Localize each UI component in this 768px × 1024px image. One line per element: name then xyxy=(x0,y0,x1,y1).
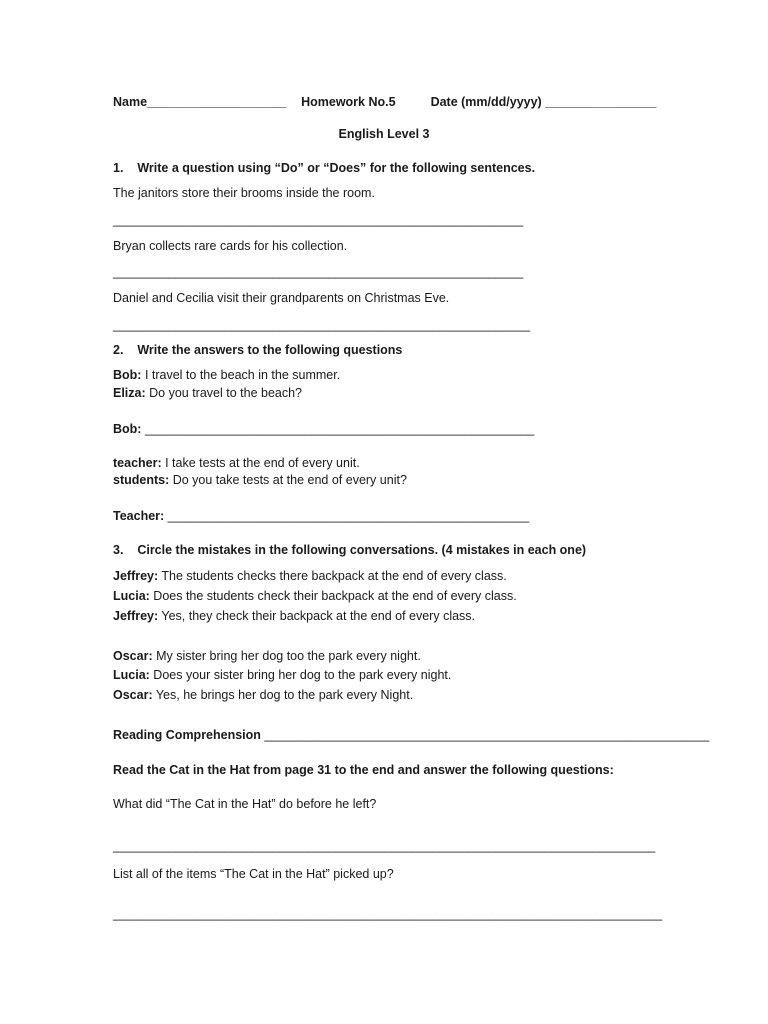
section1-answer-blank-3: ____________________________________________________________ xyxy=(113,318,531,332)
speaker-label: Eliza: xyxy=(113,386,146,400)
answer-line-teacher xyxy=(113,508,529,524)
dialogue-text: I take tests at the end of every unit. xyxy=(161,456,360,470)
page-subtitle: English Level 3 xyxy=(338,127,430,141)
reading-answer-blank-2: _______________________________________________________________________________ xyxy=(113,907,663,921)
name-blank: ____________________ xyxy=(147,95,287,109)
conversation-text: Does your sister bring her dog to the park every night. xyxy=(149,668,452,682)
section2-heading: 2. Write the answers to the following questions xyxy=(113,343,403,357)
header-row xyxy=(113,94,656,110)
section1-heading: 1. Write a question using “Do” or “Does” for the following sentences. xyxy=(113,161,536,175)
date-blank: ________________ xyxy=(545,95,657,109)
speaker-label: Jeffrey: xyxy=(113,569,159,583)
section1-sentence-2: Bryan collects rare cards for his collection. xyxy=(113,239,348,253)
reading-question-2: List all of the items “The Cat in the Hat” picked up? xyxy=(113,867,394,881)
section1-sentence-1: The janitors store their brooms inside the room. xyxy=(113,186,375,200)
section1-answer-blank-1: ___________________________________________________________ xyxy=(113,213,524,227)
reading-answer-blank-1: ______________________________________________________________________________ xyxy=(113,839,656,853)
answer-blank: ____________________________________________________ xyxy=(164,509,530,523)
section1-answer-blank-2: ___________________________________________________________ xyxy=(113,265,524,279)
conversation-line xyxy=(113,687,413,703)
conversation-text: Does the students check their backpack at the end of every class. xyxy=(149,589,517,603)
dialogue-line xyxy=(113,367,340,383)
speaker-label: Oscar: xyxy=(113,688,153,702)
answer-blank: ________________________________________________________ xyxy=(141,422,535,436)
date-label: Date (mm/dd/yyyy) xyxy=(430,95,542,109)
speaker-label: Bob: xyxy=(113,368,142,382)
answer-label: Teacher: xyxy=(113,509,165,523)
conversation-line xyxy=(113,568,507,584)
dialogue-line xyxy=(113,455,360,471)
speaker-label: teacher: xyxy=(113,456,162,470)
answer-line-bob xyxy=(113,421,534,437)
conversation-line xyxy=(113,667,451,683)
conversation-line xyxy=(113,648,421,664)
section1-sentence-3: Daniel and Cecilia visit their grandparents on Christmas Eve. xyxy=(113,291,450,305)
conversation-text: Yes, they check their backpack at the end of every class. xyxy=(158,609,476,623)
dialogue-text: Do you take tests at the end of every unit? xyxy=(169,473,407,487)
speaker-label: Oscar: xyxy=(113,649,153,663)
conversation-text: The students checks there backpack at the end of every class. xyxy=(158,569,507,583)
homework-label: Homework No.5 xyxy=(301,95,396,109)
speaker-label: students: xyxy=(113,473,170,487)
dialogue-text: Do you travel to the beach? xyxy=(145,386,303,400)
speaker-label: Lucia: xyxy=(113,589,150,603)
name-label: Name xyxy=(113,95,148,109)
reading-label: Reading Comprehension xyxy=(113,728,261,742)
conversation-text: Yes, he brings her dog to the park every Night. xyxy=(152,688,414,702)
conversation-line xyxy=(113,588,517,604)
dialogue-line xyxy=(113,385,302,401)
reading-blank: ________________________________________________________________ xyxy=(260,728,710,742)
reading-comprehension-row xyxy=(113,727,709,743)
reading-question-1: What did “The Cat in the Hat” do before he left? xyxy=(113,797,377,811)
section3-heading: 3. Circle the mistakes in the following conversations. (4 mistakes in each one) xyxy=(113,543,587,557)
reading-instruction: Read the Cat in the Hat from page 31 to the end and answer the following questions: xyxy=(113,763,614,777)
conversation-line xyxy=(113,608,475,624)
answer-label: Bob: xyxy=(113,422,142,436)
dialogue-line xyxy=(113,472,407,488)
conversation-text: My sister bring her dog too the park every night. xyxy=(152,649,421,663)
speaker-label: Jeffrey: xyxy=(113,609,159,623)
dialogue-text: I travel to the beach in the summer. xyxy=(141,368,341,382)
speaker-label: Lucia: xyxy=(113,668,150,682)
